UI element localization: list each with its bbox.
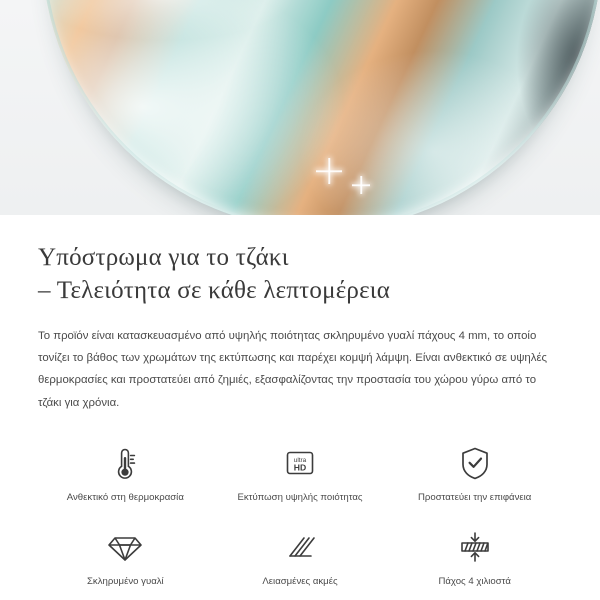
feature-label: Σκληρυμένο γυαλί: [86, 576, 164, 588]
shield-check-icon: [455, 440, 495, 486]
feature-item-temperature-resistant: [38, 434, 213, 512]
hero-image: [0, 0, 600, 215]
feature-item-polished-edges: [213, 518, 388, 596]
marble-glass-disc: [42, 0, 600, 215]
page-title: [38, 241, 562, 307]
thickness-arrows-icon: [454, 524, 496, 570]
svg-text:HD: HD: [293, 462, 307, 473]
feature-item-thickness: [387, 518, 562, 596]
description-paragraph: Το προϊόν είναι κατασκευασμένο από υψηλής ποιότητας σκληρυμένο γυαλί πάχους 4 mm, το οποίο τονίζει το βάθος των χρωμάτων της εκτύπωσης και παρέχει κομψή λάμψη. Είναι ανθεκτικό σε υψηλές θερμοκρασίες και προστατεύει από ζημιές, εξασφαλίζοντας την προστασία του χώρου γύρω από το τζάκι για χρόνια.: [38, 330, 548, 409]
feature-item-tempered-glass: [38, 518, 213, 596]
feature-grid: [38, 434, 562, 597]
headline-line-2: – Τελειότητα σε κάθε λεπτομέρεια: [38, 277, 391, 304]
feature-label: Προστατεύει την επιφάνεια: [417, 491, 532, 503]
feature-label: Λειασμένες ακμές: [262, 576, 338, 588]
content-area: [0, 215, 600, 597]
feature-item-surface-protection: [387, 434, 562, 512]
headline-line-1: Υπόστρωμα για το τζάκι: [38, 244, 289, 271]
feature-label: Ανθεκτικό στη θερμοκρασία: [66, 491, 184, 503]
polished-edges-icon: [280, 524, 320, 570]
thermometer-icon: [107, 440, 143, 486]
feature-label: Πάχος 4 χιλιοστά: [438, 576, 511, 588]
svg-text:ultra: ultra: [293, 457, 307, 465]
diamond-icon: [104, 524, 146, 570]
ultra-hd-icon: [280, 440, 320, 486]
feature-label: Εκτύπωση υψηλής ποιότητας: [237, 491, 363, 503]
feature-item-print-quality: [213, 434, 388, 512]
